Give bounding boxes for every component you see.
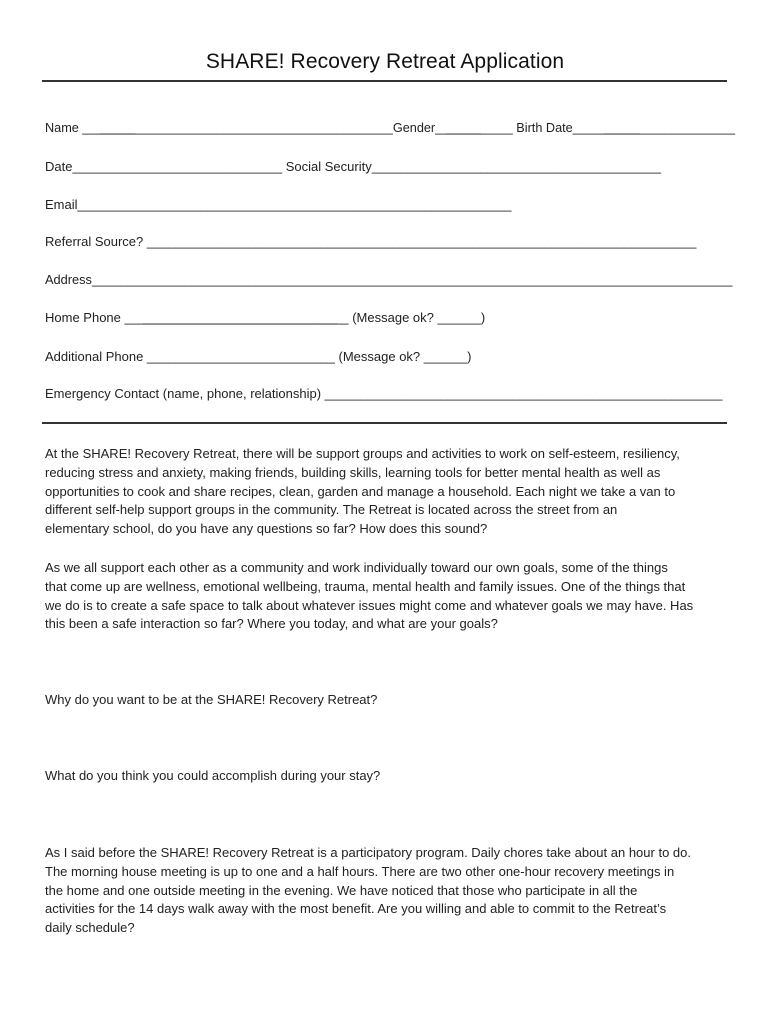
paragraph-line: As we all support each other as a community and work individually toward our own goals, some of the things — [45, 560, 668, 575]
intro-paragraph — [45, 445, 735, 539]
referral-source-field[interactable]: Referral Source? ____________________________________________________________________________ — [45, 234, 697, 249]
paragraph-line: we do is to create a safe space to talk about whatever issues might come and whatever goals we may have. Has — [45, 597, 694, 613]
paragraph-line: The morning house meeting is up to one and a half hours. There are two other one-hour recovery meetings in — [45, 863, 675, 879]
paragraph-line: As I said before the SHARE! Recovery Retreat is a participatory program. Daily chores take about an hour to do. — [45, 845, 691, 860]
page-title: SHARE! Recovery Retreat Application — [205, 50, 565, 73]
section-divider — [42, 422, 727, 424]
emergency-contact-field[interactable]: Emergency Contact (name, phone, relationship) _______________________________________________________ — [45, 386, 723, 401]
schedule-paragraph — [45, 844, 735, 938]
paragraph-line: activities for the 14 days walk away with the most benefit. Are you willing and able to commit to the Retreat’s — [45, 901, 667, 917]
paragraph-line: At the SHARE! Recovery Retreat, there will be support groups and activities to work on self-esteem, resiliency, — [45, 446, 680, 461]
email-field[interactable]: Email____________________________________________________________ — [45, 197, 512, 212]
paragraph-line: this been a safe interaction so far? Where you today, and what are your goals? — [45, 616, 498, 632]
question-why-attend: Why do you want to be at the SHARE! Recovery Retreat? — [45, 692, 378, 707]
paragraph-line: daily schedule? — [45, 920, 135, 936]
title-divider — [42, 80, 727, 82]
paragraph-line: reducing stress and anxiety, making friends, building skills, learning tools for better mental health as well as — [45, 464, 661, 480]
community-paragraph — [45, 559, 735, 634]
paragraph-line: the home and one outside meeting in the evening. We have noticed that those who participate in all the — [45, 882, 638, 898]
address-field[interactable]: Address__________________________________________________________________________________________ — [45, 272, 733, 287]
name-gender-birthdate-field[interactable]: Name ___̲_̲_̲_̲_̲_____________________________________Gender__̲_̲_̲_̲_̲_____ Birth Date_____̲_̲_̲_̲_̲______________ — [45, 121, 736, 135]
question-accomplish: What do you think you could accomplish during your stay? — [45, 768, 381, 783]
paragraph-line: different self-help support groups in the community. The Retreat is located across the street from an — [45, 502, 618, 518]
paragraph-line: that come up are wellness, emotional wellbeing, trauma, mental health and family issues. One of the things that — [45, 578, 686, 594]
home-phone-field[interactable]: Home Phone ___̲_̲_̲_̲_̲_̲_̲_̲_̲_̲_̲_̲_̲_̲_̲_̲_̲_̲_̲_̲_̲_̲_̲_̲_̲_̲_̲__ (Message ok? ______) — [45, 310, 486, 325]
date-ssn-field[interactable]: Date_____________________________ Social Security________________________________________ — [45, 159, 661, 174]
paragraph-line: elementary school, do you have any questions so far? How does this sound? — [45, 521, 488, 537]
additional-phone-field[interactable]: Additional Phone __________________________ (Message ok? ______) — [45, 349, 472, 364]
paragraph-line: opportunities to cook and share recipes, clean, garden and manage a household. Each night we take a van to — [45, 483, 676, 499]
